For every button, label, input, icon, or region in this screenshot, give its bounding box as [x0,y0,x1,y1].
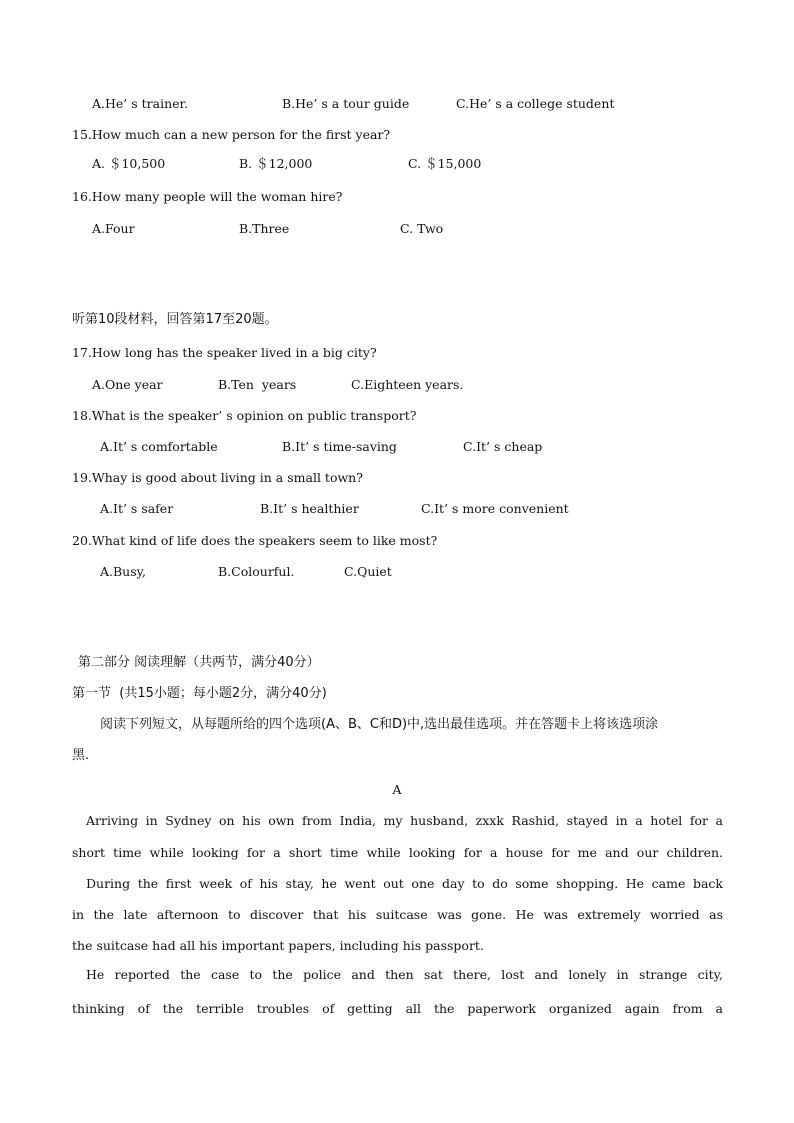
q16-question: 16.How many people will the woman hire? [72,189,343,204]
instruction-line-2: 黑. [72,748,90,763]
q16-option-b: B.Three [239,221,290,236]
q19-question: 19.Whay is good about living in a small town? [72,470,363,485]
q16-option-c: C. Two [400,221,444,236]
q15-option-c: C. ＄15,000 [408,156,482,171]
part-2-title: 第二部分 阅读理解（共两节，满分40分） [78,655,320,670]
q14-option-c: C.He’ s a college student [456,96,615,111]
q14-option-b: B.He’ s a tour guide [282,96,410,111]
q20-question: 20.What kind of life does the speakers seem to like most? [72,533,438,548]
passage-line: thinking of the terrible troubles of getting all the paperwork organized again from a [72,1001,723,1016]
q17-option-a: A.One year [92,377,163,392]
q17-option-b: B.Ten years [218,377,297,392]
passage-line: Arriving in Sydney on his own from India, my husband, zxxk Rashid, stayed in a hotel for a [86,813,723,828]
q18-option-c: C.It’ s cheap [463,439,543,454]
q18-option-b: B.It’ s time-saving [282,439,397,454]
q20-option-a: A.Busy, [100,564,147,579]
section-10-intro: 听第10段材料，回答第17至20题。 [72,312,278,327]
q18-option-a: A.It’ s comfortable [100,439,218,454]
q19-option-c: C.It’ s more convenient [421,501,569,516]
passage-line: He reported the case to the police and then sat there, lost and lonely in strange city, [86,967,723,982]
q19-option-a: A.It’ s safer [100,501,174,516]
q15-option-b: B. ＄12,000 [239,156,313,171]
q18-question: 18.What is the speaker’ s opinion on public transport? [72,408,417,423]
q17-option-c: C.Eighteen years. [351,377,464,392]
q19-option-b: B.It’ s healthier [260,501,359,516]
passage-line: short time while looking for a short time while looking for a house for me and our children. [72,845,723,860]
q14-option-a: A.He’ s trainer. [92,96,189,111]
q16-option-a: A.Four [92,221,135,236]
passage-line: in the late afternoon to discover that his suitcase was gone. He was extremely worried as [72,907,723,922]
passage-line: During the first week of his stay, he went out one day to do some shopping. He came back [86,876,723,891]
q20-option-b: B.Colourful. [218,564,295,579]
passage-label: A [392,782,402,797]
instruction-line-1: 阅读下列短文，从每题所给的四个选项(A、B、C和D)中,选出最佳选项。并在答题卡上将该选项涂 [100,717,659,732]
q15-option-a: A. ＄10,500 [92,156,166,171]
q17-question: 17.How long has the speaker lived in a big city? [72,345,377,360]
passage-line: the suitcase had all his important papers, including his passport. [72,938,484,953]
section-1-heading: 第一节 (共15小题；每小题2分，满分40分) [72,686,327,701]
q15-question: 15.How much can a new person for the first year? [72,127,391,142]
q20-option-c: C.Quiet [344,564,392,579]
